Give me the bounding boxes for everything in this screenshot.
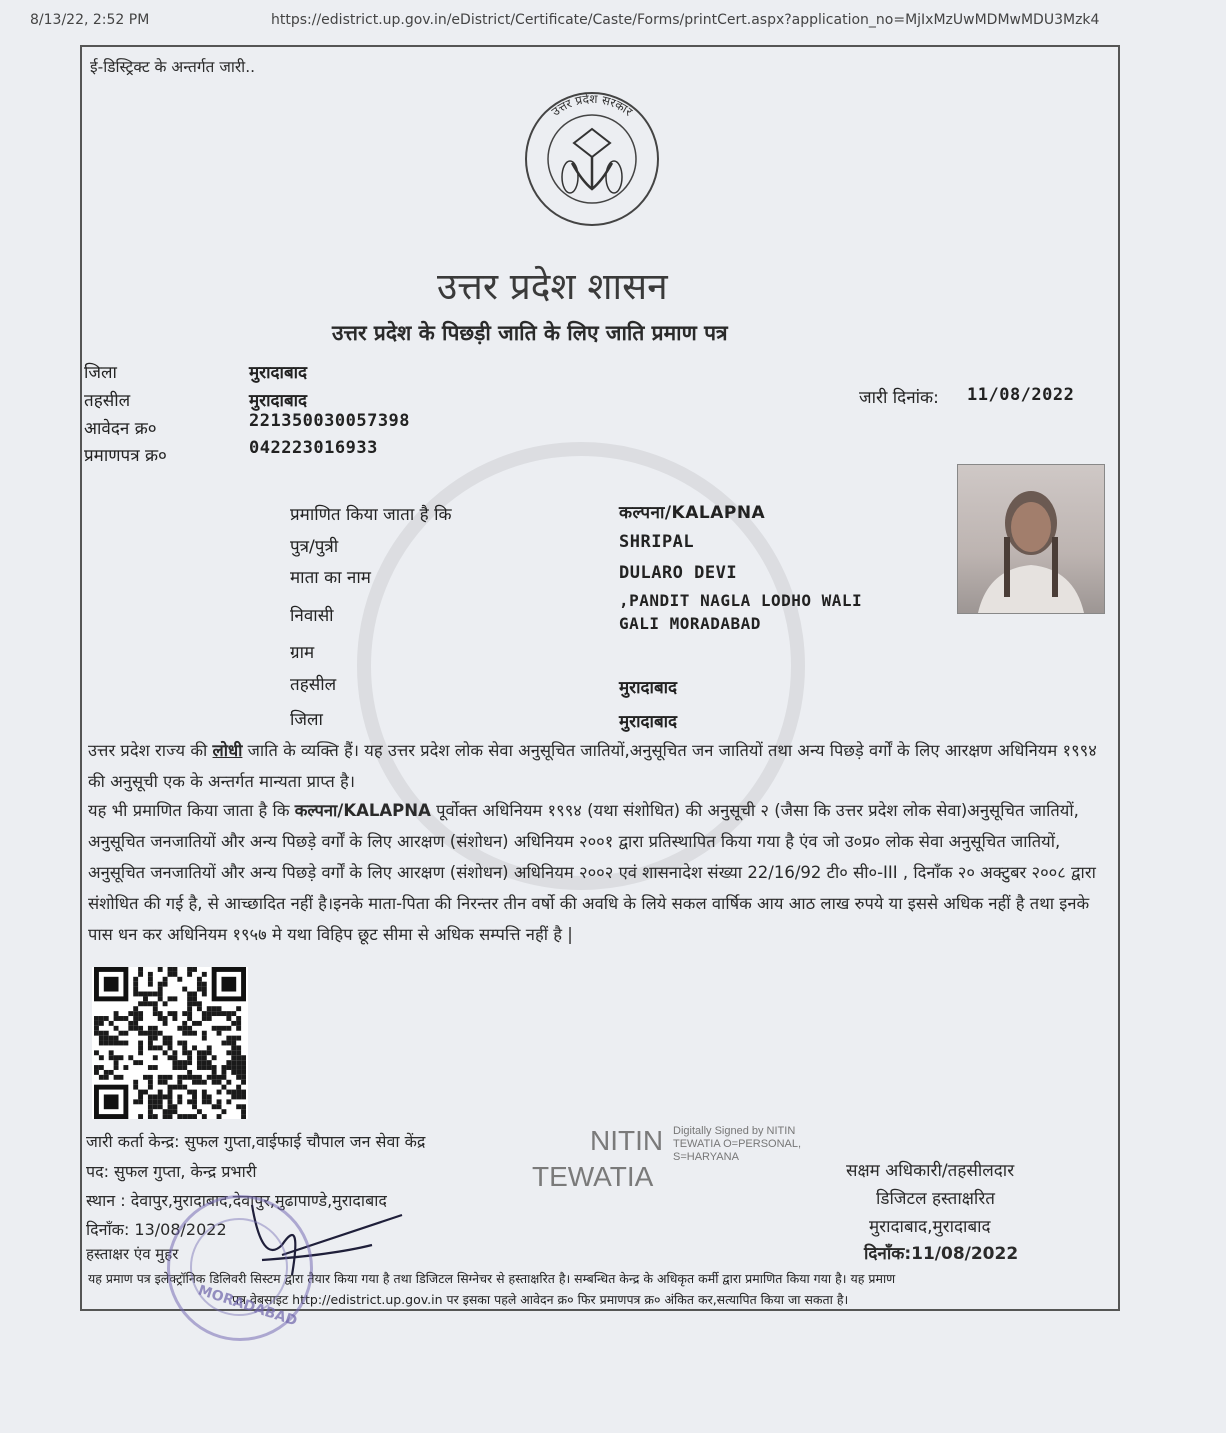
issuer-post: पद: सुफल गुप्ता, केन्द्र प्रभारी [86,1162,257,1181]
certified-label: प्रमाणित किया जाता है कि [290,505,452,525]
certificate-frame [80,45,1120,1330]
govt-title: उत्तर प्रदेश शासन [437,265,668,308]
qr-code [92,967,248,1119]
application-label: आवेदन क्र० [84,419,157,439]
digital-signature-details: Digitally Signed by NITIN TEWATIA O=PERSONAL, S=HARYANA [673,1125,802,1163]
issuer-place: स्थान : देवापुर,मुरादाबाद,देवापुर,मुढापाण्डे,मुरादाबाद [86,1191,387,1210]
tehsil-value: मुरादाबाद [249,391,308,411]
mother-label: माता का नाम [290,568,371,588]
officer-date: दिनाँक:11/08/2022 [864,1244,1019,1264]
person-icon [958,465,1104,613]
father-name: SHRIPAL [619,532,695,552]
tehsil2-label: तहसील [290,675,337,695]
son-daughter-label: पुत्र/पुत्री [290,537,339,557]
signer-name-first: NITIN [590,1125,664,1156]
tehsil-label: तहसील [84,391,131,411]
caste-name: लोधी [212,741,243,760]
resident-label: निवासी [290,606,334,626]
village-label: ग्राम [290,643,315,663]
district2-label: जिला [290,710,323,730]
center-stamp [167,1195,313,1341]
issue-date-label: जारी दिनांक: [859,388,939,408]
signer-name-last: TEWATIA [532,1161,654,1192]
issuer-date: दिनाँक: 13/08/2022 [86,1220,227,1239]
district2-value: मुरादाबाद [619,712,678,732]
district-value: मुरादाबाद [249,363,308,383]
resident-line-2: GALI MORADABAD [619,614,761,633]
mother-name: DULARO DEVI [619,563,738,583]
certificate-subtitle: उत्तर प्रदेश के पिछड़ी जाति के लिए जाति प्रमाण पत्र [332,321,728,345]
application-number: 221350030057398 [249,411,411,431]
up-emblem-icon [512,85,672,227]
applicant-photo [957,464,1105,614]
officer-digital-signed: डिजिटल हस्ताक्षरित [876,1189,995,1209]
officer-title: सक्षम अधिकारी/तहसीलदार [846,1161,1015,1181]
print-url: https://edistrict.up.gov.in/eDistrict/Certificate/Caste/Forms/printCert.aspx?application_no=MjIxMzUwMDMwMDU3Mzk4 [271,12,1100,28]
certificate-number: 042223016933 [249,438,378,458]
caste-paragraph: उत्तर प्रदेश राज्य की लोधी जाति के व्यक्ति हैं। यह उत्तर प्रदेश लोक सेवा अनुसूचित जातियों,अनुसूचित जन जातियों तथा अन्य पिछड़े वर्गों के लिए आरक्षण अधिनियम १९९४ की अनुसूची एक के अन्तर्गत मान्यता प्राप्त है। [88,741,1097,791]
print-timestamp: 8/13/22, 2:52 PM [30,12,150,28]
issuer-sign-label: हस्ताक्षर एंव मुहर [86,1245,179,1263]
issued-under-text: ई-डिस्ट्रिक्ट के अन्तर्गत जारी.. [90,58,256,76]
income-paragraph: यह भी प्रमाणित किया जाता है कि कल्पना/KALAPNA पूर्वोक्त अधिनियम १९९४ (यथा संशोधित) की अनुसूची २ (जैसा कि उत्तर प्रदेश लोक सेवा)अनुसूचित जातियों, अनुसूचित जनजातियों और अन्य पिछड़े वर्गों के लिए आरक्षण (संशोधन) अधिनियम २००१ द्वारा प्रतिस्थापित किया गया है एंव जो उ०प्र० लोक सेवा अनुसूचित जातियों, अनुसूचित जनजातियों और अन्य पिछड़े वर्गों के लिए आरक्षण (संशोधन) अधिनियम २००२ एवं शासनादेश संख्या 22/16/92 टी० सी०-III , दिनाँक २० अक्टुबर २००८ द्वारा संशोधित की गई है, से आच्छादित नहीं है।इनके माता-पिता की निरन्तर तीन वर्षो की अवधि के लिये सकल वार्षिक आय आठ लाख रुपये या इससे अधिक नहीं है तथा इनके पास धन कर अधिनियम १९५७ मे यथा विहिप छूट सीमा से अधिक सम्पत्ति नहीं है | [88,801,1096,944]
applicant-name: कल्पना/KALAPNA [619,503,766,523]
footer-note-line-1: यह प्रमाण पत्र इलेक्ट्रॉनिक डिलिवरी सिस्टम द्वारा तैयार किया गया है तथा डिजिटल सिग्नेचर से हस्ताक्षरित है। सम्बन्धित केन्द्र के अधिकृत कर्मी द्वारा प्रमाणित किया गया है। यह प्रमाण [88,1271,896,1286]
resident-line-1: ,PANDIT NAGLA LODHO WALI [619,591,863,610]
tehsil2-value: मुरादाबाद [619,678,678,698]
officer-place: मुरादाबाद,मुरादाबाद [869,1217,991,1237]
para-applicant-name: कल्पना/KALAPNA [294,801,431,820]
certificate-label: प्रमाणपत्र क्र० [84,446,167,466]
svg-text:उत्तर प्रदेश सरकार: उत्तर प्रदेश सरकार [548,91,636,119]
district-label: जिला [84,363,117,383]
issue-date-value: 11/08/2022 [967,385,1075,405]
issuer-center: जारी कर्ता केन्द्र: सुफल गुप्ता,वाईफाई चौपाल जन सेवा केंद्र [86,1132,426,1151]
footer-note-line-2: पत्र वेबसाइट http://edistrict.up.gov.in पर इसका पहले आवेदन क्र० फिर प्रमाणपत्र क्र० अंकित कर,सत्यापित किया जा सकता है। [232,1292,849,1307]
stamp-text: MORADABAD [196,1282,299,1330]
